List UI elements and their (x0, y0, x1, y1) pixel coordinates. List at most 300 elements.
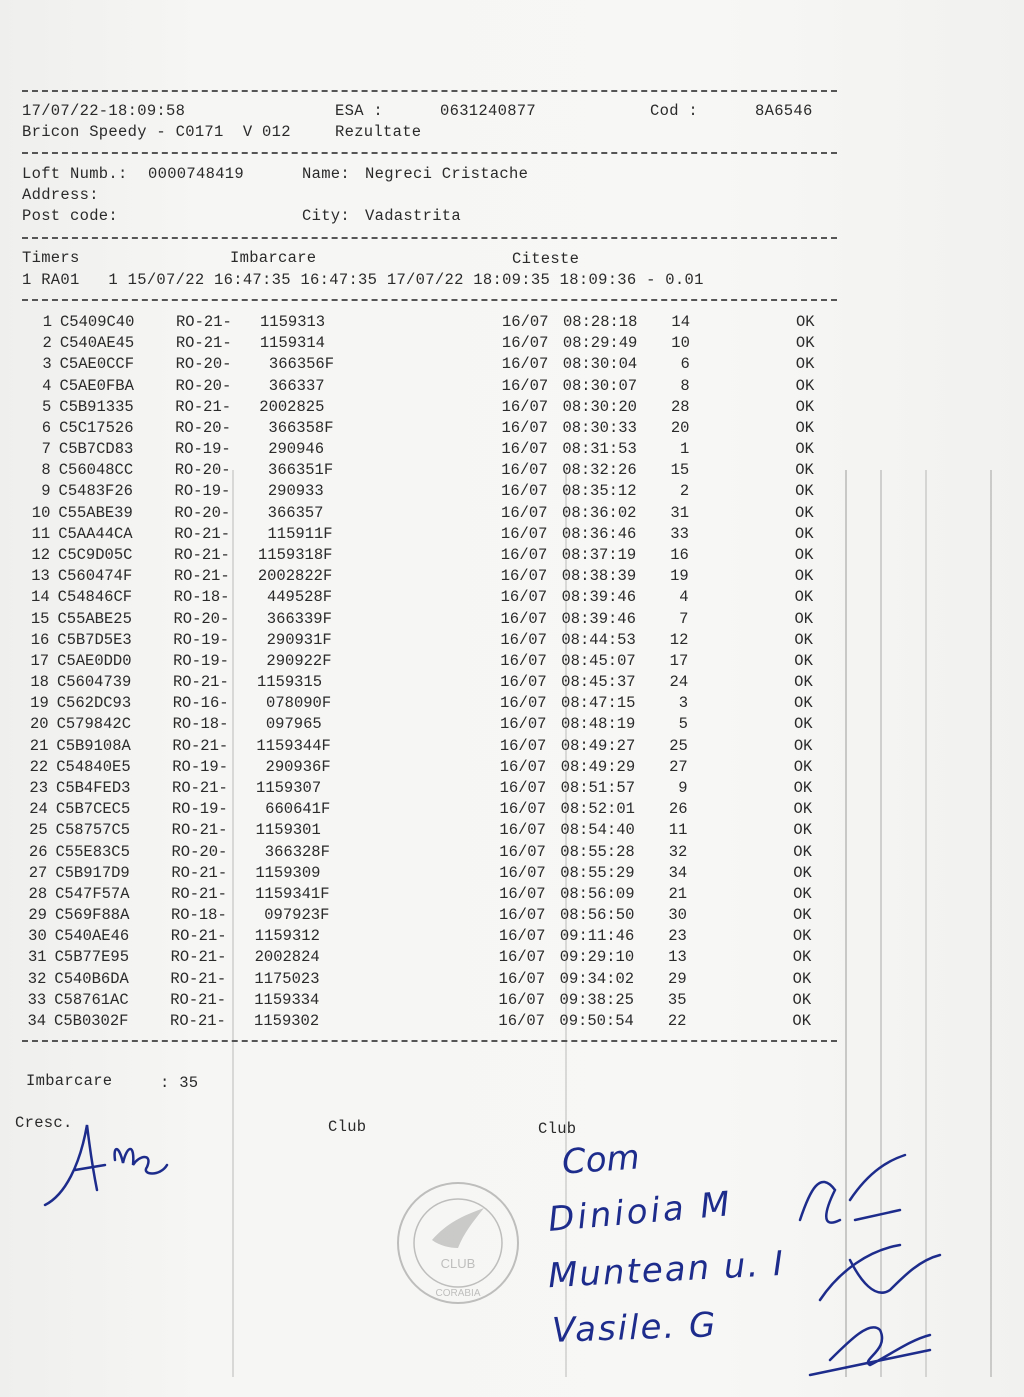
row-number: 4 (42, 376, 52, 395)
row-number: 20 (29, 715, 49, 734)
arrival-time: 09:34:02 (559, 969, 635, 988)
imbarcare-header: Imbarcare (230, 249, 317, 267)
chip-id: C540B6DA (54, 969, 129, 988)
result-row (0, 610, 1024, 631)
row-number: 8 (41, 461, 51, 480)
row-number: 7 (41, 440, 51, 459)
status: OK (795, 482, 814, 501)
position: 4 (679, 588, 689, 607)
handwritten-line-4: Vasile. G (551, 1305, 719, 1351)
name-label: Name: (302, 165, 351, 183)
status: OK (792, 990, 812, 1009)
status: OK (795, 397, 815, 416)
chip-id: C569F88A (54, 906, 130, 925)
ring-number: 366328F (255, 842, 330, 861)
position: 23 (668, 927, 687, 946)
position: 22 (667, 1011, 687, 1030)
loft-number: 0000748419 (148, 165, 245, 183)
chip-id: C579842C (56, 715, 131, 734)
arrival-date: 16/07 (500, 545, 548, 564)
chip-id: C5483F26 (58, 482, 133, 501)
status: OK (793, 778, 813, 797)
row-number: 14 (31, 588, 50, 607)
ring-number: 1159313 (260, 313, 326, 331)
row-number: 18 (30, 673, 49, 692)
chip-id: C55ABE39 (58, 503, 133, 522)
status: OK (792, 948, 812, 967)
arrival-date: 16/07 (500, 651, 547, 670)
status: OK (792, 1011, 812, 1030)
row-number: 6 (41, 418, 52, 437)
result-row (0, 525, 1024, 546)
row-number: 10 (31, 503, 51, 522)
arrival-time: 08:39:46 (561, 609, 636, 628)
status: OK (794, 651, 813, 670)
status: OK (793, 757, 813, 776)
ring-series: RO-21- (176, 313, 232, 331)
arrival-time: 09:11:46 (559, 927, 635, 946)
club-stamp (392, 1178, 524, 1308)
position: 26 (668, 800, 688, 819)
status: OK (794, 694, 813, 713)
position: 5 (678, 715, 688, 734)
arrival-date: 16/07 (498, 1011, 545, 1030)
cod-label: Cod : (650, 102, 699, 120)
arrival-date: 16/07 (501, 461, 548, 480)
chip-id: C54840E5 (56, 757, 131, 776)
result-row (0, 948, 1024, 969)
row-number: 21 (29, 736, 49, 755)
row-number: 15 (30, 609, 50, 628)
position: 7 (679, 609, 689, 628)
chip-id: C560474F (57, 567, 133, 586)
status: OK (795, 503, 814, 522)
row-number: 12 (31, 545, 51, 564)
separator (22, 237, 837, 239)
ring-number: 366356F (259, 355, 335, 374)
chip-id: C5B77E95 (54, 948, 130, 967)
ring-series: RO-21- (174, 545, 230, 564)
arrival-time: 08:52:01 (560, 800, 635, 819)
club-label-1: Club (328, 1118, 367, 1136)
chip-id: C5AA44CA (58, 524, 133, 543)
address-label: Address: (22, 186, 99, 204)
arrival-time: 08:29:49 (562, 334, 638, 353)
row-number: 30 (28, 927, 47, 946)
ring-number: 2002824 (254, 948, 320, 967)
ring-series: RO-21- (172, 673, 229, 692)
ring-series: RO-20- (175, 376, 232, 395)
position: 31 (670, 503, 690, 522)
arrival-time: 08:45:37 (561, 673, 636, 692)
chip-id: C5B9108A (56, 736, 131, 755)
chip-id: C540AE46 (54, 927, 130, 946)
arrival-date: 16/07 (501, 418, 548, 437)
row-number: 25 (29, 821, 48, 840)
status: OK (793, 884, 812, 903)
cresc-label: Cresc. (15, 1114, 73, 1132)
device-info: Bricon Speedy - C0171 V 012 (22, 123, 291, 141)
chip-id: C5AE0CCF (59, 355, 135, 374)
club-label-2: Club (538, 1120, 577, 1138)
arrival-time: 09:29:10 (559, 948, 635, 967)
arrival-time: 08:56:50 (559, 906, 635, 925)
ring-series: RO-21- (170, 990, 227, 1009)
fancier-name: Negreci Cristache (365, 165, 529, 183)
position: 14 (671, 313, 690, 331)
chip-id: C5B91335 (59, 397, 134, 416)
ring-number: 097965 (256, 715, 322, 734)
separator (22, 90, 837, 92)
status: OK (794, 588, 814, 607)
arrival-date: 16/07 (501, 440, 548, 459)
status: OK (795, 440, 814, 459)
arrival-date: 16/07 (498, 948, 546, 967)
result-row (0, 885, 1024, 906)
row-number: 34 (27, 1011, 47, 1030)
arrival-date: 16/07 (499, 757, 547, 776)
row-number: 2 (42, 334, 52, 353)
chip-id: C55ABE25 (57, 609, 132, 628)
row-number: 33 (27, 990, 47, 1009)
row-number: 17 (30, 651, 50, 670)
committee-signatures (780, 1150, 950, 1380)
arrival-date: 16/07 (501, 334, 549, 353)
arrival-date: 16/07 (501, 376, 549, 395)
row-number: 24 (29, 800, 48, 819)
arrival-date: 16/07 (500, 567, 548, 586)
ring-number: 1159309 (255, 863, 321, 882)
ring-series: RO-21- (172, 736, 229, 755)
arrival-date: 16/07 (499, 842, 546, 861)
timers-label: Timers (22, 249, 80, 267)
result-row (0, 800, 1024, 821)
result-row (0, 482, 1024, 503)
ring-number: 097923F (254, 906, 330, 925)
handwritten-line-1: Com (560, 1137, 641, 1183)
chip-id: C5AE0FBA (59, 376, 134, 395)
separator (22, 299, 837, 301)
position: 8 (680, 376, 690, 395)
arrival-time: 08:47:15 (561, 694, 636, 713)
arrival-date: 16/07 (500, 609, 547, 628)
position: 6 (680, 355, 690, 374)
row-number: 29 (28, 906, 47, 925)
row-number: 27 (28, 863, 48, 882)
status: OK (794, 545, 814, 564)
position: 17 (669, 651, 689, 670)
ring-number: 1175023 (254, 969, 320, 988)
result-row (0, 504, 1024, 525)
status: OK (793, 842, 812, 861)
ring-series: RO-21- (175, 397, 232, 416)
row-number: 19 (30, 694, 49, 713)
position: 10 (671, 334, 690, 353)
breeder-signature (35, 1115, 185, 1215)
result-row (0, 694, 1024, 715)
separator (22, 1040, 837, 1042)
arrival-time: 09:38:25 (559, 990, 634, 1009)
chip-id: C56048CC (58, 461, 134, 480)
ring-number: 115911F (258, 524, 333, 543)
citeste-header: Citeste (512, 250, 580, 268)
chip-id: C58761AC (54, 990, 129, 1009)
result-row (0, 758, 1024, 779)
ring-number: 290946 (258, 440, 325, 459)
result-row (0, 927, 1024, 948)
position: 15 (670, 461, 690, 480)
ring-series: RO-20- (174, 503, 231, 522)
row-number: 1 (42, 313, 52, 331)
arrival-time: 09:50:54 (559, 1011, 634, 1030)
row-number: 32 (27, 969, 47, 988)
row-number: 13 (31, 567, 50, 586)
row-number: 3 (42, 355, 52, 374)
arrival-time: 08:49:29 (560, 757, 636, 776)
arrival-date: 16/07 (499, 884, 546, 903)
ring-series: RO-20- (173, 609, 230, 628)
row-number: 11 (31, 524, 51, 543)
status: OK (794, 673, 813, 692)
ring-series: RO-19- (174, 440, 231, 459)
ring-number: 366337 (259, 376, 325, 395)
ring-number: 366339F (257, 609, 332, 628)
result-row (0, 398, 1024, 419)
chip-id: C5604739 (56, 673, 132, 692)
result-row (0, 631, 1024, 652)
chip-id: C54846CF (57, 588, 133, 607)
report-datetime: 17/07/22-18:09:58 (22, 102, 186, 120)
ring-series: RO-20- (175, 355, 232, 374)
arrival-time: 08:56:09 (560, 884, 635, 903)
position: 3 (678, 694, 689, 713)
result-row (0, 843, 1024, 864)
city-label: City: (302, 207, 351, 225)
arrival-date: 16/07 (499, 800, 547, 819)
status: OK (794, 524, 814, 543)
imbarcare-total-label: Imbarcare (26, 1072, 113, 1090)
ring-series: RO-19- (173, 651, 229, 670)
ring-series: RO-20- (174, 461, 231, 480)
status: OK (794, 609, 814, 628)
status: OK (793, 715, 813, 734)
arrival-date: 16/07 (498, 990, 546, 1009)
ring-series: RO-21- (170, 927, 227, 946)
ring-series: RO-21- (173, 567, 230, 586)
status: OK (792, 906, 812, 925)
ring-number: 1159314 (259, 334, 325, 353)
result-row (0, 779, 1024, 800)
chip-id: C5B0302F (54, 1011, 129, 1030)
row-number: 16 (30, 630, 50, 649)
position: 34 (668, 863, 688, 882)
status: OK (793, 821, 813, 840)
ring-series: RO-18- (170, 906, 227, 925)
chip-id: C5C17526 (59, 418, 134, 437)
position: 24 (669, 673, 689, 692)
ring-number: 078090F (256, 694, 332, 713)
arrival-date: 16/07 (502, 313, 549, 331)
ring-number: 1159334 (254, 990, 320, 1009)
ring-series: RO-21- (171, 863, 228, 882)
result-row (0, 1012, 1024, 1033)
result-row (0, 588, 1024, 609)
arrival-time: 08:39:46 (561, 588, 637, 607)
ring-series: RO-21- (170, 948, 227, 967)
result-row (0, 419, 1024, 440)
position: 9 (678, 778, 688, 797)
arrival-time: 08:55:28 (560, 842, 635, 861)
ring-series: RO-16- (172, 694, 229, 713)
ring-series: RO-21- (170, 1011, 226, 1030)
ring-number: 1159344F (256, 736, 331, 755)
ring-number: 366358F (259, 418, 334, 437)
position: 20 (670, 418, 690, 437)
arrival-date: 16/07 (498, 969, 546, 988)
status: OK (792, 969, 812, 988)
position: 11 (668, 821, 688, 840)
arrival-time: 08:35:12 (562, 482, 637, 501)
result-row (0, 355, 1024, 376)
position: 2 (679, 482, 690, 501)
arrival-date: 16/07 (499, 715, 547, 734)
report-type: Rezultate (335, 123, 422, 141)
ring-series: RO-21- (171, 884, 227, 903)
ring-series: RO-21- (175, 334, 232, 353)
position: 1 (680, 440, 690, 459)
ring-number: 290933 (258, 482, 324, 501)
arrival-date: 16/07 (499, 736, 547, 755)
cod-value: 8A6546 (755, 102, 813, 120)
arrival-date: 16/07 (499, 778, 547, 797)
position: 12 (669, 630, 689, 649)
result-row (0, 673, 1024, 694)
ring-series: RO-19- (174, 482, 231, 501)
arrival-time: 08:37:19 (561, 545, 637, 564)
chip-id: C547F57A (55, 884, 130, 903)
arrival-time: 08:45:07 (561, 651, 636, 670)
status: OK (793, 736, 813, 755)
position: 32 (668, 842, 688, 861)
ring-series: RO-19- (173, 630, 230, 649)
postcode-label: Post code: (22, 207, 119, 225)
result-row (0, 652, 1024, 673)
stamp-city-text: CORABIA (435, 1288, 481, 1299)
chip-id: C5B7D5E3 (57, 630, 132, 649)
arrival-time: 08:32:26 (562, 461, 637, 480)
status: OK (793, 863, 812, 882)
status: OK (796, 313, 815, 331)
arrival-date: 16/07 (500, 524, 548, 543)
row-number: 23 (29, 778, 49, 797)
esa-value: 0631240877 (440, 102, 537, 120)
result-row (0, 906, 1024, 927)
position: 27 (669, 757, 688, 776)
result-row (0, 440, 1024, 461)
result-row (0, 461, 1024, 482)
ring-number: 2002822F (257, 567, 333, 586)
ring-number: 449528F (257, 588, 333, 607)
status: OK (795, 376, 815, 395)
ring-series: RO-21- (170, 969, 227, 988)
position: 16 (670, 545, 689, 564)
arrival-date: 16/07 (501, 397, 549, 416)
arrival-date: 16/07 (499, 821, 546, 840)
arrival-time: 08:55:29 (560, 863, 635, 882)
position: 19 (670, 567, 689, 586)
imbarcare-total-value: : 35 (160, 1074, 199, 1092)
arrival-date: 16/07 (500, 694, 547, 713)
row-number: 5 (41, 397, 52, 416)
arrival-date: 16/07 (500, 673, 547, 692)
status: OK (794, 630, 813, 649)
result-row (0, 970, 1024, 991)
result-row (0, 313, 1024, 334)
position: 33 (670, 524, 689, 543)
arrival-time: 08:30:07 (562, 376, 638, 395)
arrival-date: 16/07 (500, 588, 548, 607)
ring-series: RO-20- (175, 418, 231, 437)
arrival-time: 08:54:40 (560, 821, 635, 840)
ring-number: 290931F (257, 630, 332, 649)
status: OK (794, 567, 814, 586)
ring-series: RO-19- (171, 800, 228, 819)
arrival-time: 08:30:33 (562, 418, 637, 437)
arrival-date: 16/07 (501, 355, 549, 374)
chip-id: C5B7CD83 (58, 440, 134, 459)
chip-id: C5B7CEC5 (55, 800, 131, 819)
ring-number: 366351F (258, 461, 334, 480)
chip-id: C540AE45 (59, 334, 135, 353)
row-number: 28 (28, 884, 48, 903)
arrival-time: 08:31:53 (562, 440, 637, 459)
timer-row: 1 RA01 1 15/07/22 16:47:35 16:47:35 17/07/22 18:09:35 18:09:36 - 0.01 (22, 271, 704, 289)
result-row (0, 377, 1024, 398)
arrival-date: 16/07 (499, 863, 546, 882)
stamp-center-text: CLUB (440, 1256, 476, 1271)
arrival-time: 08:51:57 (560, 778, 636, 797)
ring-number: 1159302 (254, 1011, 320, 1030)
city-value: Vadastrita (365, 207, 462, 225)
result-row (0, 715, 1024, 736)
arrival-date: 16/07 (501, 482, 548, 501)
chip-id: C5B4FED3 (56, 778, 131, 797)
chip-id: C58757C5 (55, 821, 131, 840)
status: OK (795, 461, 814, 480)
ring-series: RO-21- (171, 821, 228, 840)
row-number: 31 (27, 948, 47, 967)
chip-id: C5AE0DD0 (57, 651, 132, 670)
position: 29 (668, 969, 687, 988)
separator (22, 152, 837, 154)
result-row (0, 334, 1024, 355)
chip-id: C562DC93 (56, 694, 132, 713)
ring-number: 1159341F (255, 884, 330, 903)
position: 25 (669, 736, 688, 755)
position: 13 (668, 948, 687, 967)
ring-number: 1159307 (256, 778, 322, 797)
arrival-time: 08:49:27 (560, 736, 636, 755)
arrival-time: 08:28:18 (563, 313, 638, 331)
ring-number: 366357 (258, 503, 324, 522)
ring-number: 1159318F (258, 545, 333, 564)
status: OK (795, 334, 815, 353)
arrival-time: 08:30:04 (562, 355, 638, 374)
arrival-time: 08:48:19 (560, 715, 636, 734)
arrival-date: 16/07 (498, 927, 546, 946)
handwritten-line-3: Muntean u. I (547, 1243, 786, 1297)
result-row (0, 991, 1024, 1012)
